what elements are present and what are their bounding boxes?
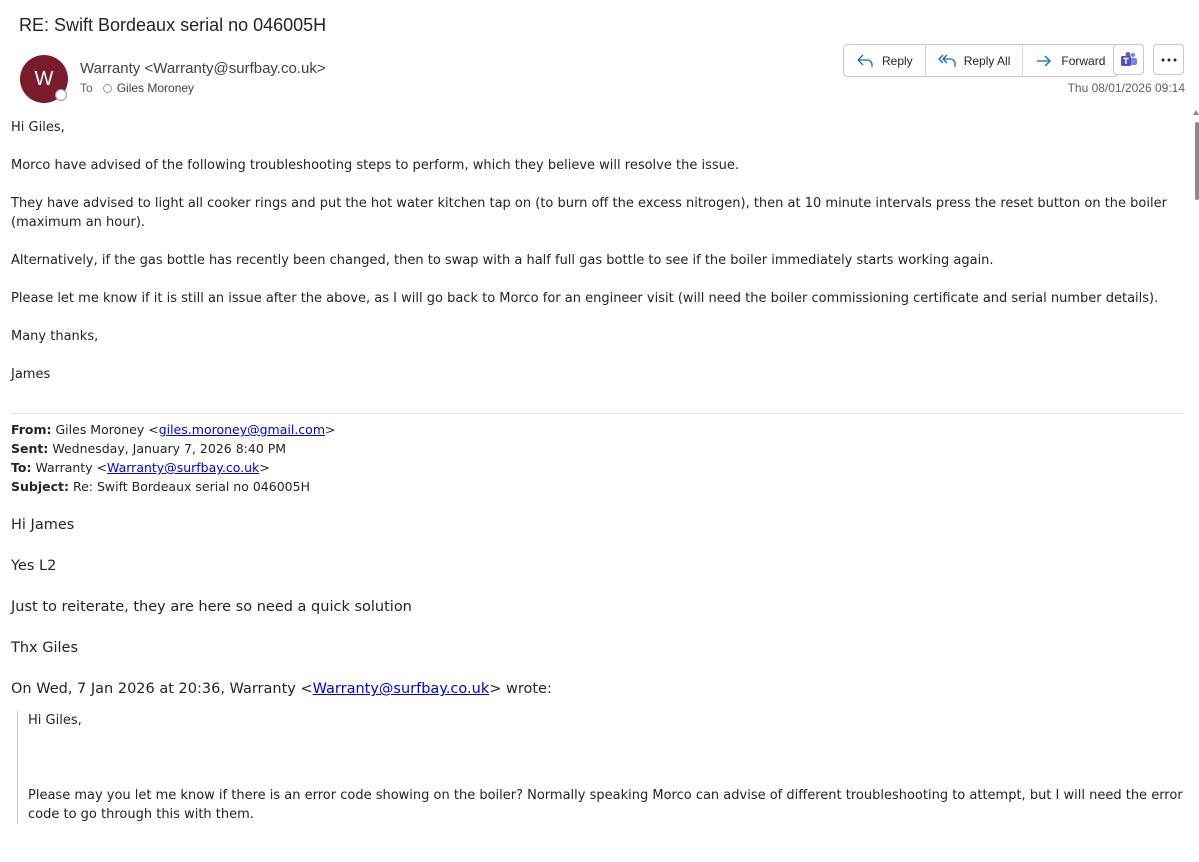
forward-label: Forward [1061, 53, 1106, 68]
quoted-subject [11, 477, 1183, 496]
reply-line: Thx Giles [11, 640, 79, 656]
sender-name[interactable]: Warranty <Warranty@surfbay.co.uk> [80, 60, 326, 77]
quote-paragraph: Please may you let me know if there is an error code showing on the boiler? Normally speaking Morco can advise of different troubleshooting to attempt, but I will need the error code to go through this with them. [28, 788, 1183, 822]
body-signoff: Many thanks, [11, 329, 99, 344]
body-signature: James [11, 367, 51, 382]
teams-button[interactable] [1113, 44, 1144, 75]
quoted-to [11, 458, 1183, 477]
reply-line: Yes L2 [11, 558, 57, 574]
attribution-suffix: > wrote: [489, 681, 552, 697]
recipient-name[interactable]: Giles Moroney [116, 81, 195, 95]
quoted-from-name: Giles Moroney < [55, 422, 159, 437]
reply-all-label: Reply All [963, 53, 1011, 68]
forward-icon [1035, 53, 1053, 69]
attribution-email-link[interactable]: Warranty@surfbay.co.uk [312, 681, 490, 697]
quoted-subject-label: Subject: [11, 479, 69, 494]
to-label: To [80, 81, 93, 95]
reply-icon [856, 53, 874, 69]
reply-attribution [11, 678, 1183, 700]
quoted-from-email-link[interactable]: giles.moroney@gmail.com [158, 422, 326, 437]
reply-label: Reply [882, 53, 913, 68]
body-paragraph: They have advised to light all cooker rings and put the hot water kitchen tap on (to burn off the excess nitrogen), then at 10 minute intervals press the reset button on the boiler (maximum an hour). [11, 196, 1167, 230]
quoted-sent [11, 439, 1183, 458]
quoted-to-email-link[interactable]: Warranty@surfbay.co.uk [107, 460, 260, 475]
reply-all-icon [938, 53, 956, 69]
recipient-line [80, 81, 194, 95]
quoted-sent-value: Wednesday, January 7, 2026 8:40 PM [52, 441, 287, 456]
attribution-prefix: On Wed, 7 Jan 2026 at 20:36, Warranty < [11, 681, 313, 697]
quoted-divider [11, 413, 1183, 414]
reply-line: Hi James [11, 517, 75, 533]
avatar-initial: W [34, 67, 54, 90]
received-date: Thu 08/01/2026 09:14 [1067, 81, 1185, 95]
body-paragraph: Alternatively, if the gas bottle has recently been changed, then to swap with a half full gas bottle to see if the boiler immediately starts working again. [11, 253, 994, 268]
recipient-presence-icon [103, 84, 112, 93]
quoted-to-end: > [259, 460, 270, 475]
quoted-to-name: Warranty < [35, 460, 108, 475]
body-paragraph: Please let me know if it is still an issue after the above, as I will go back to Morco for an engineer visit (will need the boiler commissioning certificate and serial number details). [11, 291, 1159, 306]
body-paragraph: Morco have advised of the following troubleshooting steps to perform, which they believe will resolve the issue. [11, 158, 739, 173]
scrollbar-thumb[interactable] [1195, 122, 1199, 200]
reply-button[interactable] [844, 45, 926, 76]
quoted-from-label: From: [11, 422, 52, 437]
scroll-up-arrow-icon[interactable] [1193, 110, 1199, 115]
quoted-subject-value: Re: Swift Bordeaux serial no 046005H [72, 479, 310, 494]
quote-greeting: Hi Giles, [28, 713, 82, 728]
reply-line: Just to reiterate, they are here so need a quick solution [11, 599, 412, 615]
ellipsis-icon [1160, 57, 1178, 63]
quoted-to-label: To: [11, 460, 32, 475]
forward-button[interactable] [1023, 45, 1117, 76]
message-actions [843, 44, 1118, 77]
body-greeting: Hi Giles, [11, 120, 65, 135]
email-subject: RE: Swift Bordeaux serial no 046005H [19, 15, 327, 35]
quoted-from [11, 420, 1183, 439]
presence-status-icon [55, 89, 67, 101]
reply-message [11, 514, 1183, 700]
message-body [11, 118, 1183, 843]
more-options-button[interactable] [1153, 44, 1184, 75]
quoted-from-end: > [325, 422, 336, 437]
quoted-header [11, 420, 1183, 496]
reply-all-button[interactable] [926, 45, 1024, 76]
blockquote [17, 711, 1183, 824]
teams-icon [1120, 51, 1138, 69]
quoted-sent-label: Sent: [11, 441, 49, 456]
